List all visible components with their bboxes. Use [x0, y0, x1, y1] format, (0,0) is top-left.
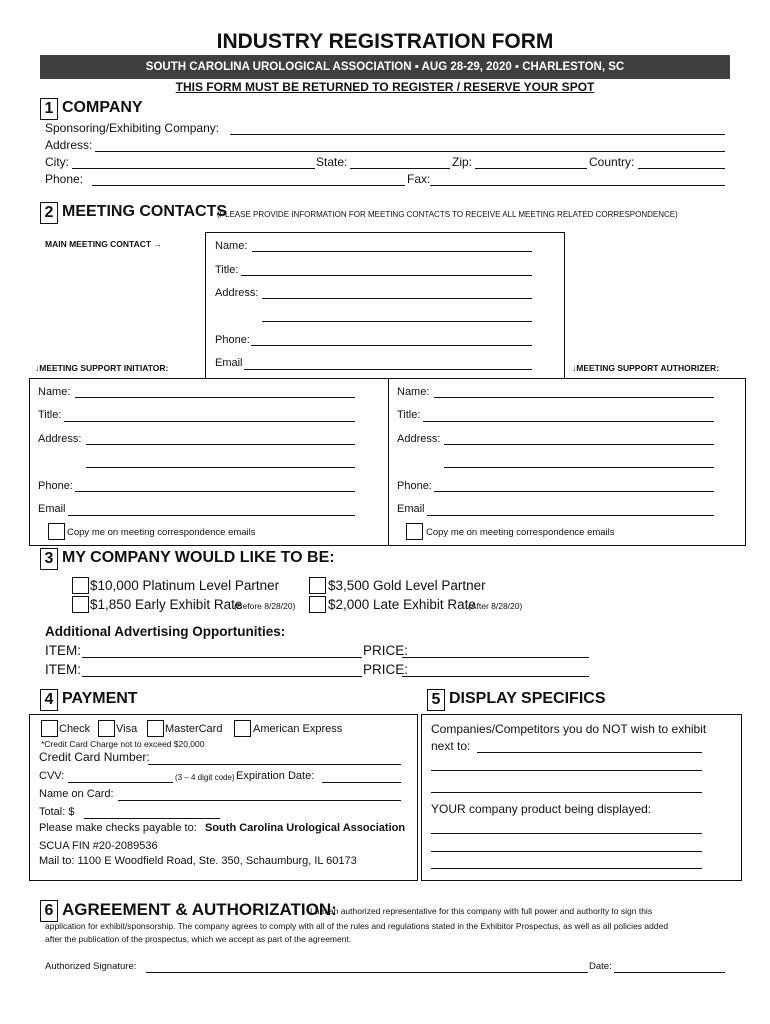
main-phone-label: Phone: — [215, 334, 250, 346]
fax-field[interactable] — [430, 185, 725, 186]
date-label: Date: — [589, 961, 612, 972]
phone-field[interactable] — [92, 185, 405, 186]
payable-label: Please make checks payable to: — [39, 822, 197, 834]
date-field[interactable] — [614, 972, 725, 973]
late-exhibit-label: $2,000 Late Exhibit Rate — [328, 597, 476, 612]
address-field[interactable] — [95, 151, 725, 152]
section-1-number: 1 — [40, 98, 58, 120]
section-4-number: 4 — [40, 689, 58, 711]
authorizer-address-label: Address: — [397, 433, 441, 445]
price-field-2[interactable] — [402, 676, 589, 677]
authorizer-box — [387, 378, 746, 546]
authorizer-email-field[interactable] — [427, 515, 714, 516]
expiration-label: Expiration Date: — [236, 770, 315, 782]
zip-label: Zip: — [452, 155, 473, 169]
total-label: Total: $ — [39, 806, 75, 818]
price-label-2: PRICE: — [363, 662, 409, 677]
return-notice: THIS FORM MUST BE RETURNED TO REGISTER / RESERVE YOUR SPOT — [175, 80, 595, 94]
early-exhibit-checkbox[interactable] — [72, 596, 89, 613]
section-6-title: AGREEMENT & AUTHORIZATION: — [62, 900, 337, 919]
name-on-card-field[interactable] — [118, 800, 401, 801]
signature-label: Authorized Signature: — [45, 961, 137, 972]
initiator-box — [29, 378, 389, 546]
country-label: Country: — [589, 155, 635, 169]
main-address-field-2[interactable] — [262, 321, 532, 322]
initiator-name-label: Name: — [38, 386, 71, 398]
mastercard-checkbox[interactable] — [147, 720, 164, 737]
product-field-1[interactable] — [431, 833, 702, 834]
competitors-field-1[interactable] — [477, 752, 702, 753]
initiator-copy-label: Copy me on meeting correspondence emails — [67, 527, 256, 538]
section-2-note: (PLEASE PROVIDE INFORMATION FOR MEETING CONTACTS TO RECEIVE ALL MEETING RELATED CORRESPONDENCE) — [217, 210, 678, 219]
platinum-label: $10,000 Platinum Level Partner — [90, 578, 280, 593]
initiator-phone-field[interactable] — [75, 491, 355, 492]
gold-label: $3,500 Gold Level Partner — [328, 578, 486, 593]
section-3-number: 3 — [40, 548, 58, 570]
section-2-number: 2 — [40, 202, 58, 224]
fax-label: Fax: — [407, 172, 431, 186]
mastercard-label: MasterCard — [165, 723, 223, 735]
fin-number: SCUA FIN #20-2089536 — [39, 840, 158, 852]
section-5-title: DISPLAY SPECIFICS — [449, 690, 606, 707]
visa-label: Visa — [116, 723, 138, 735]
agreement-text-2: application for exhibit/sponsorship. The company agrees to comply with all of the rules and regulations stated in the Exhibitor Prospectus, as well as all policies added — [45, 921, 669, 931]
initiator-address-field[interactable] — [86, 444, 355, 445]
section-2-title: MEETING CONTACTS — [62, 203, 228, 220]
section-6-number: 6 — [40, 900, 58, 922]
city-label: City: — [45, 155, 69, 169]
state-label: State: — [316, 155, 348, 169]
additional-advertising-heading: Additional Advertising Opportunities: — [45, 624, 286, 639]
item-field-1[interactable] — [82, 657, 362, 658]
amex-label: American Express — [253, 723, 343, 735]
initiator-name-field[interactable] — [75, 397, 355, 398]
country-field[interactable] — [638, 168, 725, 169]
cvv-note: (3 – 4 digit code) — [175, 773, 235, 782]
main-title-label: Title: — [215, 264, 239, 276]
competitors-field-2[interactable] — [431, 770, 702, 771]
main-email-field[interactable] — [244, 369, 532, 370]
address-label: Address: — [45, 138, 93, 152]
initiator-title-field[interactable] — [64, 421, 355, 422]
competitors-label-2: next to: — [431, 739, 471, 753]
event-banner: SOUTH CAROLINA UROLOGICAL ASSOCIATION ▪ AUG 28-29, 2020 ▪ CHARLESTON, SC — [40, 55, 730, 79]
competitors-label: Companies/Competitors you do NOT wish to exhibit — [431, 722, 707, 736]
main-phone-field[interactable] — [251, 345, 532, 346]
city-field[interactable] — [72, 168, 315, 169]
initiator-address-label: Address: — [38, 433, 82, 445]
section-4-title: PAYMENT — [62, 690, 138, 707]
item-label-2: ITEM: — [45, 662, 81, 677]
initiator-copy-checkbox[interactable] — [48, 523, 65, 540]
product-field-3[interactable] — [431, 868, 702, 869]
authorizer-copy-checkbox[interactable] — [406, 523, 423, 540]
authorizer-name-field[interactable] — [434, 397, 714, 398]
cc-number-label: Credit Card Number: — [39, 750, 150, 764]
platinum-checkbox[interactable] — [72, 577, 89, 594]
initiator-title-label: Title: — [38, 409, 62, 421]
initiator-email-field[interactable] — [68, 515, 355, 516]
authorizer-address-field-2[interactable] — [444, 467, 714, 468]
name-on-card-label: Name on Card: — [39, 788, 114, 800]
item-label-1: ITEM: — [45, 643, 81, 658]
company-field[interactable] — [230, 134, 725, 135]
initiator-label: ↓MEETING SUPPORT INITIATOR: — [35, 363, 169, 373]
check-label: Check — [59, 723, 91, 735]
authorizer-name-label: Name: — [397, 386, 430, 398]
price-field-1[interactable] — [402, 657, 589, 658]
gold-checkbox[interactable] — [309, 577, 326, 594]
main-contact-box — [205, 232, 565, 379]
authorizer-phone-label: Phone: — [397, 480, 432, 492]
cvv-label: CVV: — [39, 770, 65, 782]
agreement-text-1: I am an authorized representative for this company with full power and authority to sign this — [310, 906, 653, 916]
zip-field[interactable] — [475, 168, 587, 169]
phone-label: Phone: — [45, 172, 84, 186]
check-checkbox[interactable] — [41, 720, 58, 737]
authorizer-copy-label: Copy me on meeting correspondence emails — [426, 527, 615, 538]
authorizer-title-field[interactable] — [423, 421, 714, 422]
early-exhibit-label: $1,850 Early Exhibit Rate — [90, 597, 243, 612]
authorizer-label: ↓MEETING SUPPORT AUTHORIZER: — [572, 363, 720, 373]
main-email-label: Email — [215, 357, 243, 369]
total-field[interactable] — [84, 818, 220, 819]
agreement-text-3: after the publication of the prospectus, which we accept as part of the agreement. — [45, 934, 352, 944]
product-field-2[interactable] — [431, 851, 702, 852]
price-label-1: PRICE: — [363, 643, 409, 658]
cc-limit-note: *Credit Card Charge not to exceed $20,000 — [41, 739, 205, 749]
authorizer-email-label: Email — [397, 503, 425, 515]
amex-checkbox[interactable] — [234, 720, 251, 737]
section-3-title: MY COMPANY WOULD LIKE TO BE: — [62, 549, 335, 566]
main-address-field[interactable] — [262, 298, 532, 299]
mail-address: Mail to: 1100 E Woodfield Road, Ste. 350, Schaumburg, IL 60173 — [39, 855, 357, 867]
cvv-field[interactable] — [68, 782, 173, 783]
early-exhibit-note: (Before 8/28/20) — [234, 601, 296, 611]
expiration-field[interactable] — [322, 782, 401, 783]
payee-name: South Carolina Urological Association — [205, 822, 406, 834]
state-field[interactable] — [350, 168, 450, 169]
company-label: Sponsoring/Exhibiting Company: — [45, 121, 220, 135]
late-exhibit-checkbox[interactable] — [309, 596, 326, 613]
initiator-email-label: Email — [38, 503, 66, 515]
main-address-label: Address: — [215, 287, 259, 299]
section-1-title: COMPANY — [62, 99, 143, 116]
authorizer-title-label: Title: — [397, 409, 421, 421]
initiator-address-field-2[interactable] — [86, 467, 355, 468]
main-title-field[interactable] — [241, 275, 532, 276]
product-label: YOUR company product being displayed: — [431, 802, 652, 816]
main-name-field[interactable] — [252, 251, 532, 252]
visa-checkbox[interactable] — [98, 720, 115, 737]
item-field-2[interactable] — [82, 676, 362, 677]
signature-field[interactable] — [146, 972, 588, 973]
late-exhibit-note: (After 8/28/20) — [468, 601, 523, 611]
form-title: INDUSTRY REGISTRATION FORM — [216, 30, 554, 53]
initiator-phone-label: Phone: — [38, 480, 73, 492]
main-contact-label: MAIN MEETING CONTACT → — [45, 239, 162, 249]
competitors-field-3[interactable] — [431, 792, 702, 793]
section-5-number: 5 — [427, 689, 445, 711]
cc-number-field[interactable] — [148, 764, 401, 765]
authorizer-phone-field[interactable] — [434, 491, 714, 492]
main-name-label: Name: — [215, 240, 248, 252]
authorizer-address-field[interactable] — [444, 444, 714, 445]
